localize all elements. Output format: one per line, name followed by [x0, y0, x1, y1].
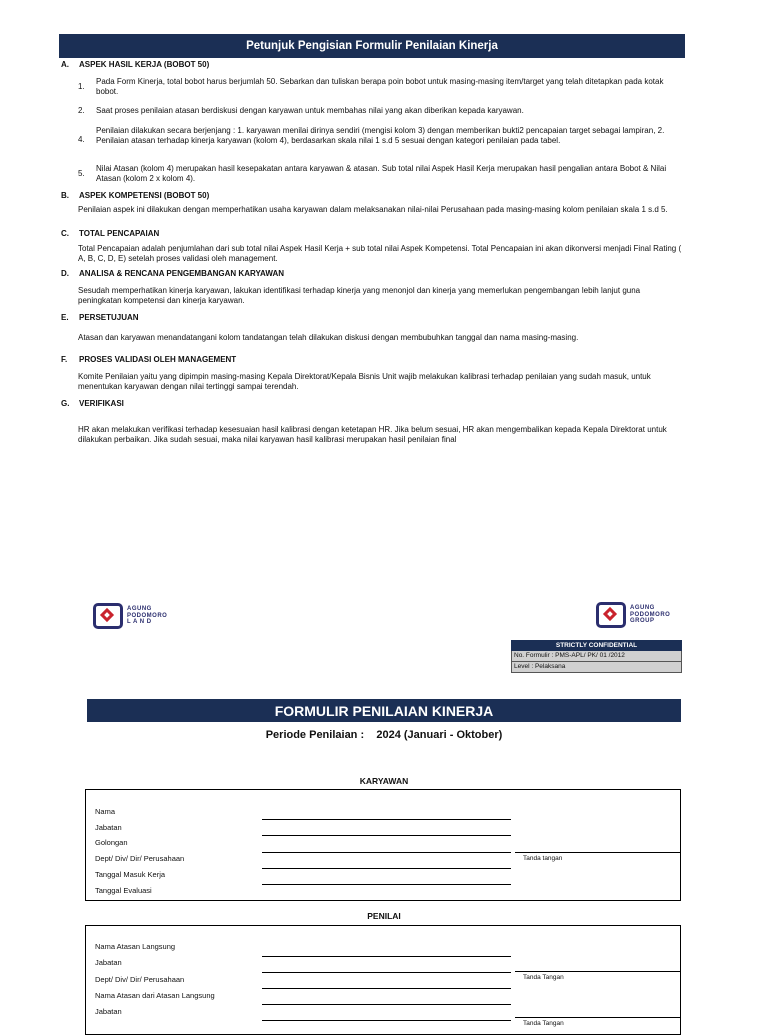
instructions-title: Petunjuk Pengisian Formulir Penilaian Kinerja	[59, 34, 685, 58]
field-label: Jabatan	[95, 823, 122, 832]
karyawan-heading: KARYAWAN	[359, 776, 409, 786]
instruction-item: 4. Penilaian dilakukan secara berjenjang : 1. karyawan menilai dirinya sendiri (mengisi kolom 3) dengan memberikan bukti2 pencapaian target sebagai lampiran, 2. Penilaian atasan terhadap kinerja karyawan (kolom 4), berdasarkan skala nilai 1 s.d 5 sesuai dengan kategori penilaian pada tabel.	[78, 126, 665, 145]
logo-mark-icon	[93, 603, 123, 629]
field-label: Jabatan	[95, 1007, 122, 1016]
section-g-heading: G. VERIFIKASI	[61, 399, 124, 408]
section-f-text: Komite Penilaian yaitu yang dipimpin masing-masing Kepala Direktorat/Kepala Bisnis Unit wajib melakukan kalibrasi terhadap penilaian yang sudah masuk, untuk menentukan karyawan dengan nilai tertinggi sampai terendah.	[78, 372, 651, 391]
confidential-box	[511, 640, 682, 673]
logo-mark-icon	[596, 602, 626, 628]
instruction-item: 5. Nilai Atasan (kolom 4) merupakan hasil kesepakatan antara karyawan & atasan. Sub total nilai Aspek Hasil Kerja merupakan hasil pengalian antara Bobot & Nilai Atasan (kolom 2 x kolom 4).	[78, 164, 667, 183]
company-logo-right: AGUNG PODOMORO GROUP	[596, 602, 670, 628]
section-b-heading: B. ASPEK KOMPETENSI (BOBOT 50)	[61, 191, 210, 200]
field-label: Tanggal Masuk Kerja	[95, 870, 166, 879]
field-line[interactable]	[262, 956, 511, 957]
field-label: Nama	[95, 807, 116, 816]
field-label: Jabatan	[95, 958, 122, 967]
section-c-heading: C. TOTAL PENCAPAIAN	[61, 229, 160, 238]
section-e-heading: E. PERSETUJUAN	[61, 313, 139, 322]
field-label: Nama Atasan Langsung	[95, 942, 176, 951]
field-line[interactable]	[262, 819, 511, 820]
section-g-text: HR akan melakukan verifikasi terhadap kesesuaian hasil kalibrasi dengan ketetapan HR. Jika belum sesuai, HR akan mengembalikan kepada Kepala Direktorat untuk dilakukan perbaikan. Jika sudah sesuai, maka nilai karyawan hasil kalibrasi merupakan hasil penilaian final	[78, 425, 667, 444]
confidential-header: STRICTLY CONFIDENTIAL	[511, 640, 682, 651]
signature-area[interactable]: Tanda Tangan	[515, 971, 681, 981]
section-b-text: Penilaian aspek ini dilakukan dengan memperhatikan usaha karyawan dalam melaksanakan nilai-nilai Perusahaan pada masing-masing kolom penilaian skala 1 s.d 5.	[78, 205, 668, 214]
penilai-heading: PENILAI	[367, 911, 401, 921]
form-level: Level : Pelaksana	[511, 662, 682, 673]
field-line[interactable]	[262, 1020, 511, 1021]
field-line[interactable]	[262, 868, 511, 869]
field-line[interactable]	[262, 972, 511, 973]
field-label: Tanggal Evaluasi	[95, 886, 152, 895]
signature-area[interactable]: Tanda Tangan	[515, 1017, 681, 1027]
field-label: Dept/ Div/ Dir/ Perusahaan	[95, 854, 185, 863]
field-line[interactable]	[262, 852, 511, 853]
section-d-heading: D. ANALISA & RENCANA PENGEMBANGAN KARYAWAN	[61, 269, 285, 278]
section-d-text: Sesudah memperhatikan kinerja karyawan, lakukan identifikasi terhadap kinerja yang menonjol dan kinerja yang memerlukan pengembangan lebih lanjut guna peningkatan kompetensi dan kinerja karyawan.	[78, 286, 641, 305]
field-line[interactable]	[262, 884, 511, 885]
form-number: No. Formulir : PMS-APL/ PK/ 01 /2012	[511, 651, 682, 662]
field-line[interactable]	[262, 1004, 511, 1005]
field-label: Golongan	[95, 838, 128, 847]
signature-area[interactable]: Tanda tangan	[515, 852, 681, 862]
section-a-heading: A. ASPEK HASIL KERJA (BOBOT 50)	[61, 60, 210, 69]
instruction-item: 1. Pada Form Kinerja, total bobot harus berjumlah 50. Sebarkan dan tuliskan berapa poin bobot untuk masing-masing item/target yang telah ditetapkan pada kotak bobot.	[78, 77, 664, 96]
section-f-heading: F. PROSES VALIDASI OLEH MANAGEMENT	[61, 355, 237, 364]
company-logo-left: AGUNG PODOMORO L A N D	[93, 603, 167, 629]
section-c-text: Total Pencapaian adalah penjumlahan dari sub total nilai Aspek Hasil Kerja + sub total nilai Aspek Kompetensi. Total Pencapaian ini akan dikonversi menjadi Final Rating ( A, B, C, D, E) setelah proses validasi oleh management.	[78, 244, 682, 263]
field-label: Dept/ Div/ Dir/ Perusahaan	[95, 975, 185, 984]
periode: Periode Penilaian : 2024 (Januari - Oktober)	[265, 729, 503, 741]
section-e-text: Atasan dan karyawan menandatangani kolom tandatangan telah dilakukan diskusi dengan membubuhkan tanggal dan nama masing-masing.	[78, 333, 579, 342]
field-line[interactable]	[262, 835, 511, 836]
field-line[interactable]	[262, 988, 511, 989]
instruction-item: 2. Saat proses penilaian atasan berdiskusi dengan karyawan untuk membahas nilai yang akan diberikan kepada karyawan.	[78, 106, 524, 115]
field-label: Nama Atasan dari Atasan Langsung	[95, 991, 215, 1000]
form-title: FORMULIR PENILAIAN KINERJA	[87, 699, 681, 722]
